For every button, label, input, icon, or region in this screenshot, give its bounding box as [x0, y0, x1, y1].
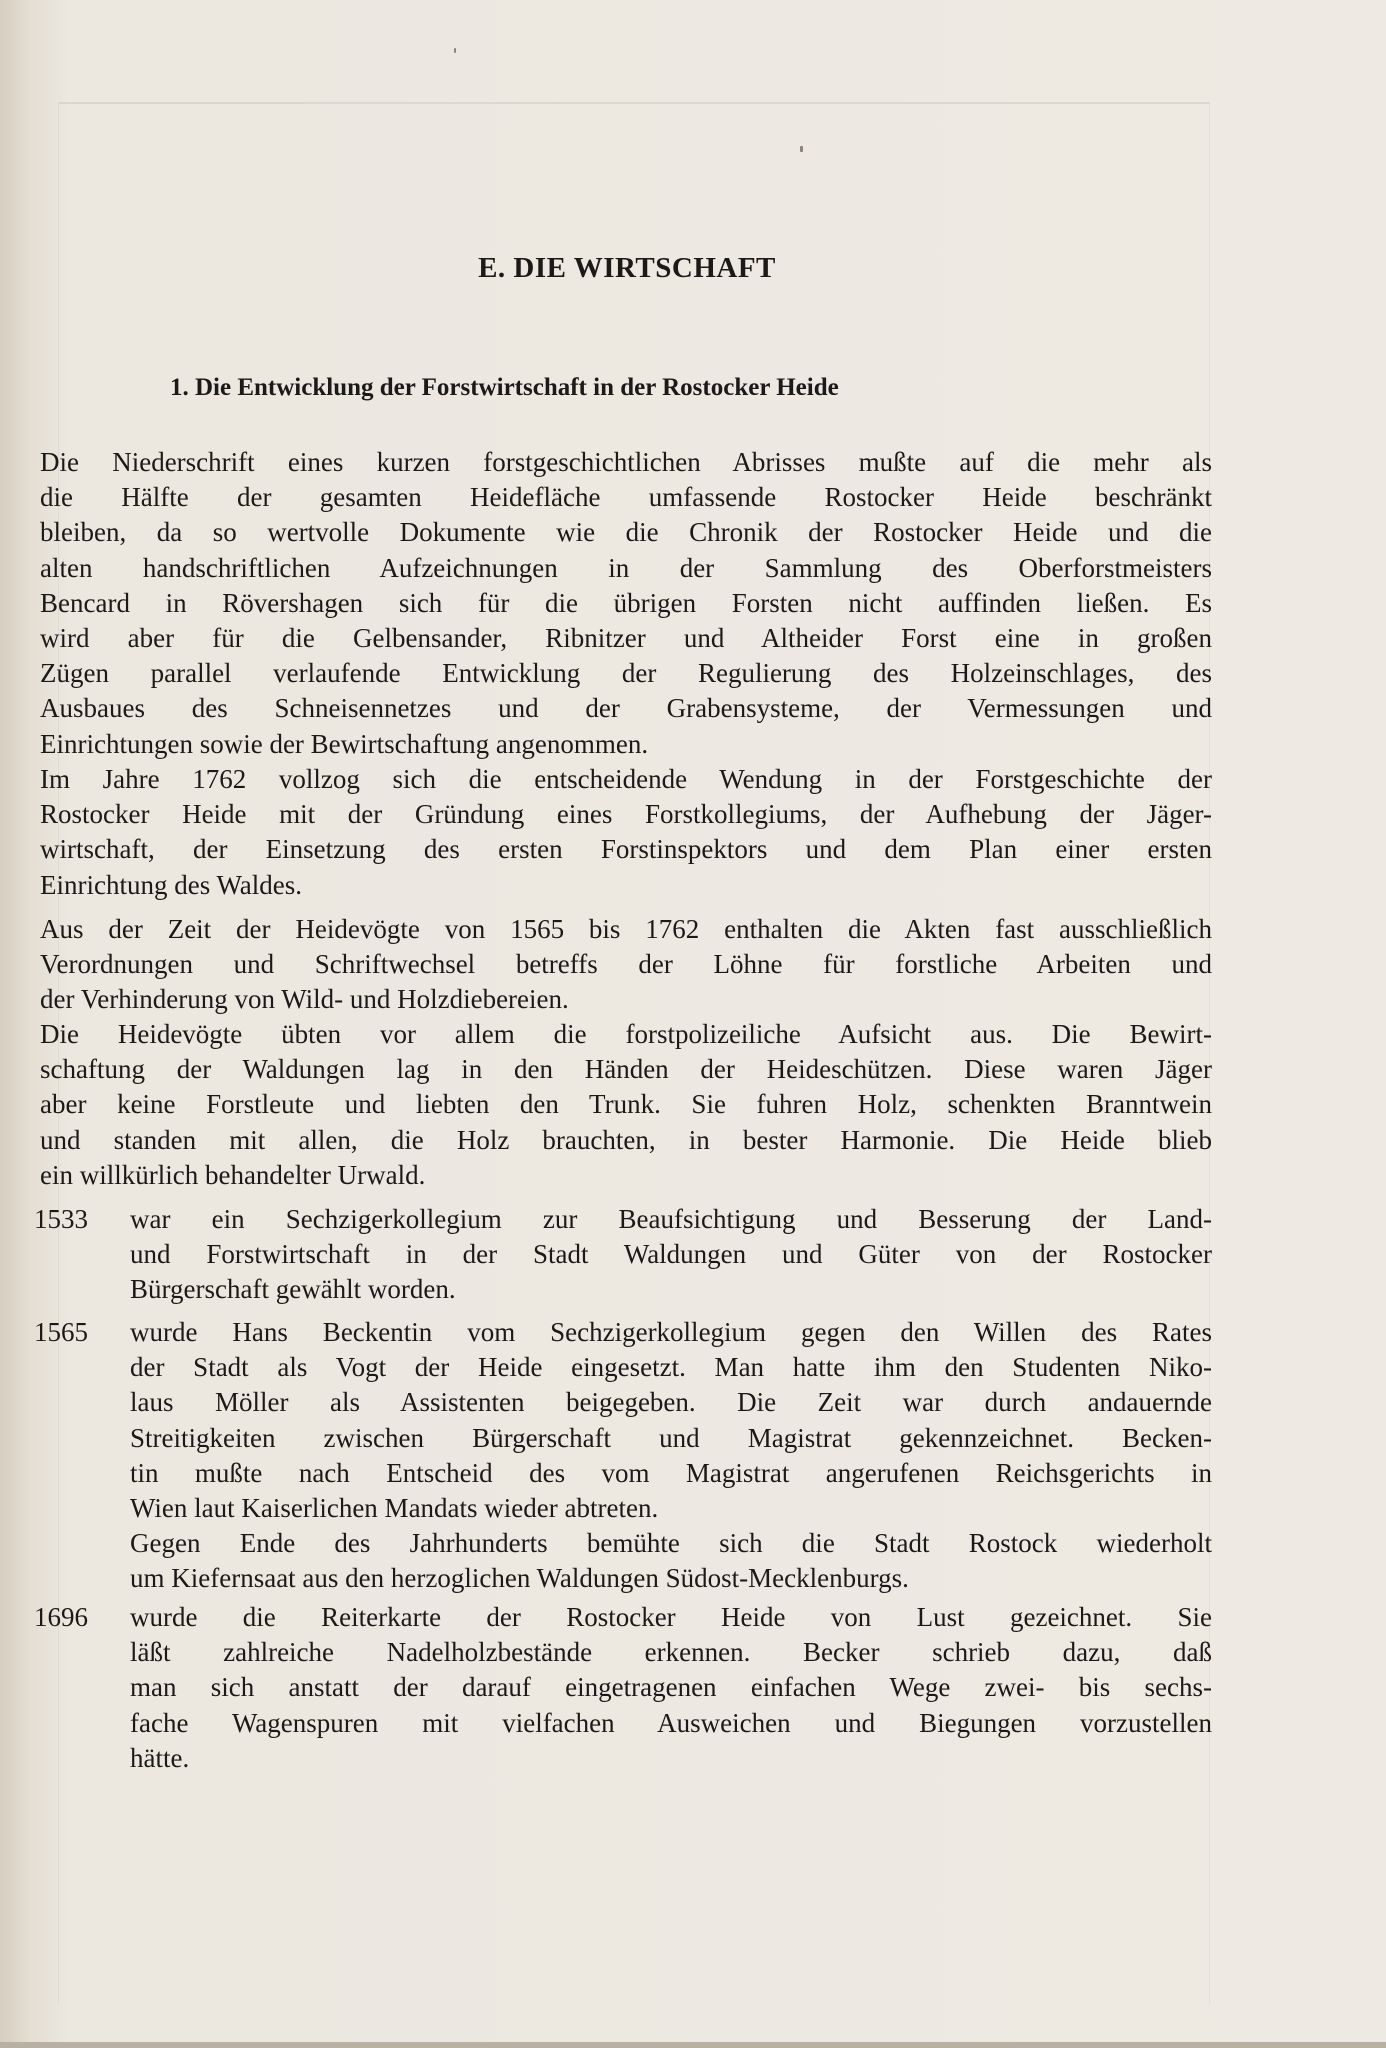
text-line: wird aber für die Gelbensander, Ribnitzer und Altheider Forst eine in großen — [40, 623, 1212, 654]
text-line: läßt zahlreiche Nadelholzbestände erkennen. Becker schrieb dazu, daß — [130, 1637, 1212, 1668]
text-line: um Kiefernsaat aus den herzoglichen Waldungen Südost-Mecklenburgs. — [130, 1563, 909, 1594]
text-line: man sich anstatt der darauf eingetragenen einfachen Wege zwei- bis sechs- — [130, 1672, 1212, 1703]
text-line: Verordnungen und Schriftwechsel betreffs der Löhne für forstliche Arbeiten und — [40, 949, 1212, 980]
text-line: Die Heidevögte übten vor allem die forstpolizeiliche Aufsicht aus. Die Bewirt- — [40, 1019, 1212, 1049]
entry-body — [130, 1600, 1212, 1776]
paragraph-intro — [40, 445, 1212, 762]
entry-year: 1533 — [34, 1204, 88, 1234]
text-line: Einrichtungen sowie der Bewirtschaftung angenommen. — [40, 728, 649, 759]
text-line: Zügen parallel verlaufende Entwicklung der Regulierung des Holzeinschlages, des — [40, 658, 1212, 689]
chronology-entry-1533 — [34, 1202, 1212, 1308]
text-line: tin mußte nach Entscheid des vom Magistrat angerufenen Reichsgerichts in — [130, 1457, 1212, 1488]
entry-body — [130, 1315, 1212, 1597]
speck-mark — [800, 146, 803, 152]
chronology-entry-1565 — [34, 1315, 1212, 1597]
text-line: Gegen Ende des Jahrhunderts bemühte sich die Stadt Rostock wiederholt — [130, 1528, 1212, 1559]
text-line: der Stadt als Vogt der Heide eingesetzt. Man hatte ihm den Studenten Niko- — [130, 1352, 1212, 1383]
text-line: ein willkürlich behandelter Urwald. — [40, 1159, 426, 1190]
paragraph-heidevoegte-aufsicht — [40, 1017, 1212, 1193]
text-line: der Verhinderung von Wild- und Holzdiebereien. — [40, 984, 569, 1015]
text-line: Aus der Zeit der Heidevögte von 1565 bis 1762 enthalten die Akten fast ausschließlich — [40, 914, 1212, 944]
text-line: Bencard in Rövershagen sich für die übrigen Forsten nicht auffinden ließen. Es — [40, 587, 1212, 618]
text-line: laus Möller als Assistenten beigegeben. Die Zeit war durch andauernde — [130, 1387, 1212, 1418]
text-line: wirtschaft, der Einsetzung des ersten Forstinspektors und dem Plan einer ersten — [40, 834, 1212, 865]
text-line: und Forstwirtschaft in der Stadt Waldungen und Güter von der Rostocker — [130, 1239, 1212, 1270]
text-line: die Hälfte der gesamten Heidefläche umfassende Rostocker Heide beschränkt — [40, 482, 1212, 513]
text-line: war ein Sechzigerkollegium zur Beaufsichtigung und Besserung der Land- — [130, 1204, 1212, 1234]
text-line: wurde die Reiterkarte der Rostocker Heide von Lust gezeichnet. Sie — [130, 1602, 1212, 1632]
text-line: hätte. — [130, 1742, 190, 1773]
text-line: Bürgerschaft gewählt worden. — [130, 1274, 456, 1305]
text-line: Einrichtung des Waldes. — [40, 869, 303, 900]
text-line: und standen mit allen, die Holz brauchten, in bester Harmonie. Die Heide blieb — [40, 1124, 1212, 1155]
text-line: Rostocker Heide mit der Gründung eines Forstkollegiums, der Aufhebung der Jäger- — [40, 799, 1212, 830]
text-line: bleiben, da so wertvolle Dokumente wie die Chronik der Rostocker Heide und die — [40, 517, 1212, 548]
text-line: Ausbaues des Schneisennetzes und der Grabensysteme, der Vermessungen und — [40, 693, 1212, 724]
text-line: alten handschriftlichen Aufzeichnungen in der Sammlung des Oberforstmeisters — [40, 552, 1212, 583]
text-line: wurde Hans Beckentin vom Sechzigerkollegium gegen den Willen des Rates — [130, 1317, 1212, 1347]
speck-mark — [454, 48, 456, 53]
paragraph-1762 — [40, 762, 1212, 903]
text-line: aber keine Forstleute und liebten den Trunk. Sie fuhren Holz, schenkten Branntwein — [40, 1089, 1212, 1120]
text-line: Die Niederschrift eines kurzen forstgeschichtlichen Abrisses mußte auf die mehr als — [40, 447, 1212, 477]
chapter-title: E. DIE WIRTSCHAFT — [478, 252, 776, 284]
text-line: Im Jahre 1762 vollzog sich die entscheidende Wendung in der Forstgeschichte der — [40, 764, 1212, 794]
entry-body — [130, 1202, 1212, 1308]
text-line: schaftung der Waldungen lag in den Händen der Heideschützen. Diese waren Jäger — [40, 1054, 1212, 1085]
entry-year: 1696 — [34, 1602, 88, 1632]
text-line: Wien laut Kaiserlichen Mandats wieder abtreten. — [130, 1493, 659, 1524]
section-title: 1. Die Entwicklung der Forstwirtschaft in der Rostocker Heide — [170, 374, 839, 401]
entry-year: 1565 — [34, 1317, 88, 1347]
text-line: Streitigkeiten zwischen Bürgerschaft und Magistrat gekennzeichnet. Becken- — [130, 1422, 1212, 1453]
chronology-entry-1696 — [34, 1600, 1212, 1776]
text-line: fache Wagenspuren mit vielfachen Ausweichen und Biegungen vorzustellen — [130, 1707, 1212, 1738]
paragraph-heidevoegte-akten — [40, 912, 1212, 1018]
